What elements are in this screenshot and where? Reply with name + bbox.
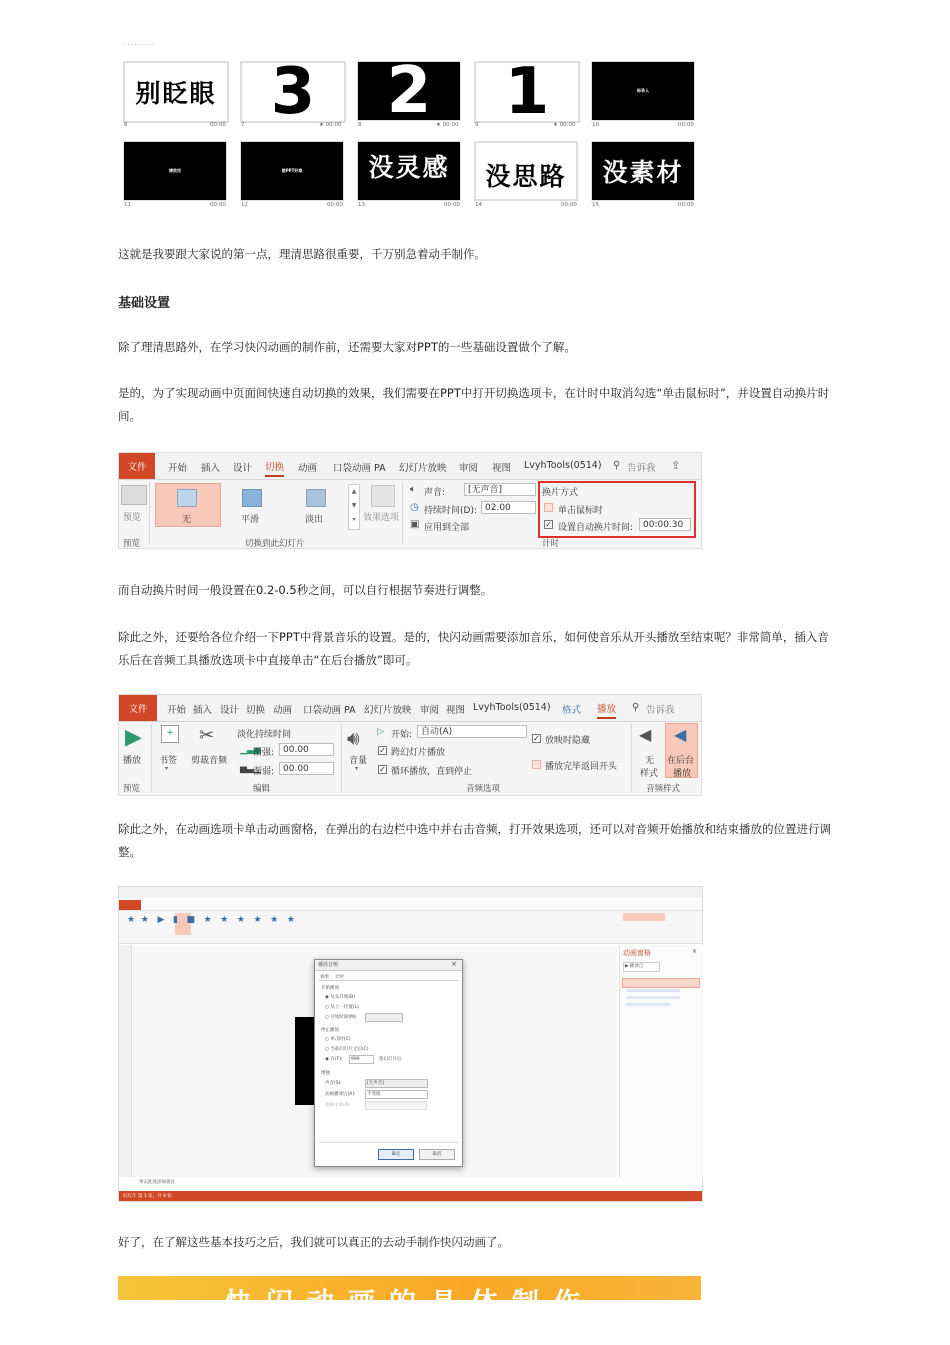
radio-from-beginning[interactable]: ◉ 从头开始(B)	[325, 995, 355, 1000]
effect-none-icon	[177, 489, 197, 507]
title-bar	[119, 887, 702, 898]
divider	[319, 980, 458, 981]
tab-review[interactable]: 审阅	[459, 463, 479, 474]
tab-design[interactable]: 设计	[220, 705, 240, 716]
section-banner	[118, 1276, 701, 1319]
tab-lvyhtools[interactable]: LvyhTools(0514)	[473, 702, 551, 713]
tab-insert[interactable]: 插入	[201, 463, 221, 474]
tab-review[interactable]: 审阅	[420, 705, 440, 716]
tab-animations[interactable]: 动画	[298, 463, 318, 474]
search-icon: ⚲	[632, 702, 640, 713]
radio-label: 开始时间(M):	[330, 1015, 358, 1020]
play-in-background-label: 在后台	[667, 756, 695, 766]
paragraph: 而自动换片时间一般设置在0.2-0.5秒之间，可以自行根据节奏进行调整。	[118, 583, 493, 597]
fade-out-icon: ▅▃▁	[240, 764, 261, 774]
play-button[interactable]: 播放	[123, 756, 142, 766]
group-transition-label: 切换到此幻灯片	[245, 539, 305, 549]
thumb-time: 00:00	[678, 202, 694, 208]
tab-view[interactable]: 视图	[492, 463, 512, 474]
start-label: 开始:	[391, 730, 413, 740]
tab-slideshow[interactable]: 幻灯片放映	[364, 705, 412, 716]
radio-label: 当前幻灯片之后(C)	[330, 1047, 369, 1052]
group-audio-styles-label: 音频样式	[646, 784, 681, 794]
enhance-section-title: 增强	[321, 1071, 330, 1076]
ribbon-tab-bar	[119, 695, 701, 722]
bookmark-icon: +	[161, 725, 179, 743]
on-click-checkbox[interactable]	[544, 503, 553, 512]
thumb-text: 3	[270, 55, 316, 129]
volume-icon[interactable]: 🔊︎	[347, 726, 360, 750]
thumb-num: 7	[241, 122, 245, 128]
animate-text-label: 动画文本(X):	[325, 1103, 352, 1108]
cancel-button[interactable]: 取消	[419, 1149, 455, 1160]
close-icon[interactable]: ×	[451, 960, 457, 968]
play-in-background-label2: 播放	[673, 769, 692, 779]
slide-thumb-14[interactable]	[475, 142, 577, 200]
auto-advance-time-field[interactable]: 00:00.30	[639, 518, 691, 531]
rewind-checkbox[interactable]	[532, 760, 541, 769]
dialog-tab-timing[interactable]: 计时	[335, 975, 344, 980]
apply-all-button[interactable]: 应用到全部	[424, 523, 470, 533]
fade-in-icon: ▁▃▅	[240, 745, 261, 755]
tab-format[interactable]: 格式	[562, 705, 582, 716]
thumb-time: 00:00	[327, 202, 343, 208]
apply-all-icon: ▣	[410, 519, 420, 530]
slide-thumb-11[interactable]	[124, 142, 226, 200]
play-icon[interactable]: ▶	[125, 725, 142, 750]
divider	[631, 724, 632, 792]
animation-pane-button[interactable]	[623, 913, 665, 921]
radio-label: 单击时(C)	[330, 1037, 351, 1042]
mini-tab-bar	[119, 900, 702, 911]
stop-after-unit: 张幻灯片后	[379, 1057, 402, 1062]
status-bar	[119, 1191, 702, 1201]
slide-thumb-15[interactable]	[592, 142, 694, 200]
effect-options-button[interactable]: 效果选项	[363, 513, 400, 523]
thumb-num: 6	[124, 122, 128, 128]
group-edit-label: 编辑	[253, 784, 271, 794]
animation-item[interactable]	[626, 989, 680, 992]
thumb-text: 2	[386, 54, 432, 128]
group-audio-options-label: 音频选项	[466, 784, 501, 794]
no-style-icon: ◀	[639, 725, 652, 744]
thumb-time: 00:00	[678, 122, 694, 128]
chevron-down-icon: ▾	[355, 765, 359, 772]
slide-thumb-10[interactable]	[592, 62, 694, 120]
divider	[149, 482, 150, 544]
divider	[402, 482, 403, 544]
thumb-num: 13	[358, 202, 365, 208]
thumb-num: 14	[475, 202, 482, 208]
advance-slide-title: 换片方式	[542, 488, 579, 498]
effect-fade-icon[interactable]	[306, 489, 326, 507]
preview-button[interactable]: 预览	[123, 513, 142, 523]
tell-me-box[interactable]: 告诉我	[627, 463, 656, 474]
fade-out-label: 渐弱:	[253, 767, 275, 777]
group-timing-label: 计时	[542, 539, 560, 549]
trim-audio-icon: ✂	[199, 725, 215, 746]
share-icon[interactable]: ⇪	[671, 459, 681, 472]
tab-design[interactable]: 设计	[233, 463, 253, 474]
animation-pane	[619, 945, 703, 1177]
play-audio-dialog	[314, 959, 463, 1167]
ribbon-tab-bar	[119, 453, 701, 480]
thumb-num: 9	[475, 122, 479, 128]
notes-placeholder[interactable]: 单击此处添加备注	[139, 1180, 175, 1185]
close-icon[interactable]: ×	[692, 948, 698, 955]
effect-options-icon	[371, 485, 395, 507]
auto-advance-checkbox[interactable]: ✓	[545, 520, 552, 529]
preview-icon	[121, 485, 147, 505]
thumb-time: 00:00	[210, 122, 226, 128]
paragraph: 好了，在了解这些基本技巧之后，我们就可以真正的去动手制作快闪动画了。	[118, 1235, 509, 1249]
slide-thumb-6[interactable]	[124, 62, 228, 122]
group-preview-label: 预览	[123, 784, 141, 794]
slide-thumb-12[interactable]	[241, 142, 343, 200]
paragraph: 这就是我要跟大家说的第一点，理清思路很重要，千万别急着动手制作。	[118, 247, 486, 261]
sound-label: 声音(S):	[325, 1081, 342, 1086]
slide-thumbnails	[118, 42, 701, 214]
volume-button[interactable]: 音量	[349, 756, 368, 766]
thumb-text: 做PPT好难	[281, 168, 303, 173]
search-icon: ⚲	[613, 460, 621, 471]
radio-start-time[interactable]: ○ 开始时间(M):	[325, 1015, 358, 1020]
tab-transitions[interactable]: 切换	[246, 705, 266, 716]
thumb-time: ★ 00:00	[436, 122, 459, 128]
duration-label: 持续时间(D):	[424, 506, 477, 516]
thumb-num: 10	[592, 122, 599, 128]
radio-on-click[interactable]: ○ 单击时(C)	[325, 1037, 351, 1042]
radio-from-last[interactable]: ○ 从上一位置(L)	[325, 1005, 359, 1010]
tab-transitions[interactable]: 切换	[265, 459, 284, 477]
hide-during-show-label: 放映时隐藏	[545, 736, 591, 746]
star-icon: ★ ★ ▶ ▮ ■ ★ ★ ★ ★ ★ ★	[127, 915, 295, 925]
fade-duration-title: 淡化持续时间	[237, 730, 292, 740]
radio-label: 在(F):	[330, 1057, 343, 1062]
hide-during-show-checkbox[interactable]: ✓	[533, 734, 540, 743]
paragraph: 除此之外，还要给各位介绍一下PPT中背景音乐的设置。是的，快闪动画需要添加音乐，如何使音乐从开头播放至结束呢？非常简单，插入音乐后在音频工具播放选项卡中直接单击“在后台播放”即可。	[118, 630, 829, 667]
after-animation-select[interactable]: 不变暗	[365, 1090, 428, 1099]
effect-fade-label: 淡出	[305, 515, 324, 525]
radio-after-slides[interactable]: ◉ 在(F):	[325, 1057, 343, 1062]
trim-audio-button[interactable]: 剪裁音频	[191, 756, 228, 766]
fade-out-field[interactable]: 00.00	[279, 762, 334, 775]
tab-pocket-animation[interactable]: 口袋动画 PA	[333, 463, 386, 474]
thumb-num: 15	[592, 202, 599, 208]
file-tab[interactable]	[119, 900, 141, 910]
thumb-time: 00:00	[561, 202, 577, 208]
tab-file[interactable]: 文件	[119, 695, 157, 721]
tab-playback[interactable]: 播放	[597, 701, 616, 719]
start-section-title: 开始播放	[321, 986, 339, 991]
divider	[319, 1142, 458, 1143]
effect-morph-icon[interactable]	[242, 489, 262, 507]
stop-section-title: 停止播放	[321, 1028, 339, 1033]
paragraph: 除了理清思路外，在学习快闪动画的制作前，还需要大家对PPT的一些基础设置做个了解。	[118, 340, 576, 354]
audio-playback-ribbon-screenshot	[118, 694, 702, 796]
play-across-slides-label: 跨幻灯片播放	[391, 748, 446, 758]
sound-select[interactable]: [无声音]	[464, 483, 536, 496]
thumb-time: 00:00	[444, 202, 460, 208]
fade-in-label: 渐强:	[253, 748, 275, 758]
animate-text-select[interactable]	[365, 1101, 427, 1110]
tab-home[interactable]: 开始	[168, 463, 188, 474]
speaker-icon: 🔈︎	[410, 484, 416, 495]
radio-label: 从头开始(B)	[330, 995, 355, 1000]
play-from-button[interactable]: ▶ 播放自	[623, 962, 660, 972]
on-click-label: 单击鼠标时	[558, 506, 604, 516]
tab-home[interactable]: 开始	[167, 705, 187, 716]
chevron-down-icon: ▾	[165, 765, 169, 772]
tab-animations[interactable]: 动画	[273, 705, 293, 716]
auto-advance-label: 设置自动换片时间:	[558, 523, 634, 533]
no-style-label: 无	[645, 756, 655, 766]
slide-thumb-13[interactable]	[358, 142, 460, 200]
radio-after-current[interactable]: ○ 当前幻灯片之后(C)	[325, 1047, 369, 1052]
rewind-label: 播放完毕返回开头	[545, 762, 618, 772]
thumb-text: 擦放用	[169, 168, 181, 173]
ppt-animation-pane-screenshot	[118, 886, 703, 1202]
divider	[341, 724, 342, 792]
radio-label: 从上一位置(L)	[330, 1005, 359, 1010]
play-across-slides-checkbox[interactable]: ✓	[379, 746, 386, 755]
animation-item-audio[interactable]	[622, 978, 700, 988]
stop-after-field[interactable]: 999	[349, 1055, 374, 1064]
thumb-text: 没思路	[485, 162, 567, 191]
paragraph: 是的，为了实现动画中页面间快速自动切换的效果，我们需要在PPT中打开切换选项卡，在计时中取消勾选“单击鼠标时”，并设置自动换片时间。	[118, 386, 830, 423]
section-heading: 基础设置	[118, 296, 171, 311]
sound-select[interactable]: [无声音]	[365, 1079, 428, 1088]
slide-pane	[119, 945, 132, 1177]
thumb-num: 12	[241, 202, 248, 208]
effect-none-label: 无	[182, 515, 192, 525]
thumb-num: 11	[124, 202, 131, 208]
start-select[interactable]: 自动(A)	[417, 725, 527, 738]
animation-item[interactable]	[626, 1003, 670, 1006]
thumb-top-label: · · · · · · · · ·	[124, 42, 154, 48]
thumb-text: 没灵感	[368, 153, 450, 182]
thumb-text: 1	[504, 55, 550, 129]
tab-slideshow[interactable]: 幻灯片放映	[399, 463, 447, 474]
banner-title: 快闪动画的具体制作	[225, 1288, 594, 1319]
tab-lvyhtools[interactable]: LvyhTools(0514)	[524, 460, 602, 471]
status-text: 幻灯片 第 1 张，共 8 张	[123, 1194, 172, 1199]
loop-checkbox[interactable]: ✓	[379, 765, 386, 774]
background-audio-icon: ◀	[674, 725, 687, 744]
loop-label: 循环播放，直到停止	[391, 767, 473, 777]
animation-pane-title: 动画窗格	[623, 949, 651, 957]
thumb-time: ★ 00:00	[319, 122, 342, 128]
tab-pocket-animation[interactable]: 口袋动画 PA	[303, 705, 356, 716]
animation-item[interactable]	[626, 996, 680, 999]
no-style-label2[interactable]: 样式	[640, 769, 659, 779]
clock-icon: ◷	[410, 502, 419, 513]
effect-morph-label: 平滑	[241, 515, 260, 525]
thumb-text: 没素材	[602, 158, 684, 187]
gallery-scroll[interactable]: ▲ ▼ ▾	[348, 484, 360, 530]
thumb-time: 00:00	[210, 202, 226, 208]
after-animation-label: 动画播放后(A):	[325, 1092, 356, 1097]
dialog-tab-effect[interactable]: 效果	[320, 975, 329, 980]
divider	[151, 724, 152, 792]
ok-button[interactable]: 确定	[378, 1149, 414, 1160]
thumb-text: 别眨眼	[135, 79, 217, 108]
transition-ribbon-screenshot	[118, 452, 702, 549]
thumb-text: 标录人	[637, 88, 649, 93]
tab-view[interactable]: 视图	[446, 705, 466, 716]
tab-file[interactable]: 文件	[119, 453, 155, 479]
tell-me-box[interactable]: 告诉我	[646, 705, 675, 716]
sound-label: 声音:	[424, 488, 446, 498]
dialog-title: 播放音频	[318, 962, 339, 968]
bookmark-button[interactable]: 书签	[159, 756, 178, 766]
start-icon: ▷	[377, 727, 384, 737]
thumb-num: 8	[358, 122, 362, 128]
thumb-time: ★ 00:00	[553, 122, 576, 128]
paragraph: 除此之外，在动画选项卡单击动画窗格，在弹出的右边栏中选中并右击音频，打开效果选项，还可以对音频开始播放和结束播放的位置进行调整。	[118, 822, 831, 859]
duration-field[interactable]: 02.00	[481, 501, 536, 514]
fade-in-field[interactable]: 00.00	[279, 743, 334, 756]
start-time-field[interactable]	[365, 1013, 403, 1022]
group-preview-label: 预览	[123, 539, 141, 549]
tab-insert[interactable]: 插入	[193, 705, 213, 716]
